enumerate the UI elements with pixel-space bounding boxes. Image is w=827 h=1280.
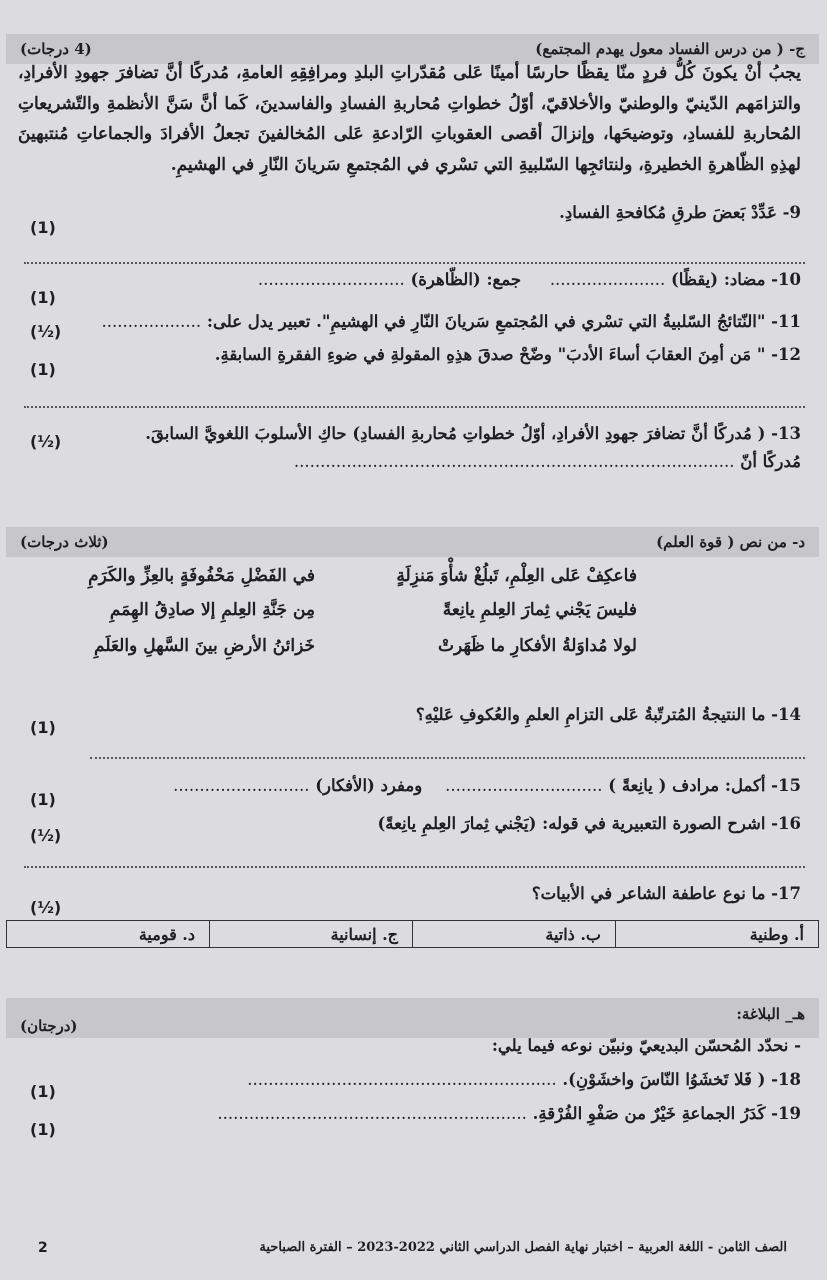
section-e-title: هـ_ البلاغة:	[736, 1005, 805, 1023]
question-10-mark: (1)	[30, 288, 56, 307]
question-15-synonym-blank[interactable]: ..............................	[445, 776, 603, 795]
section-d-grade: (ثلاث درجات)	[20, 533, 109, 551]
question-18-mark: (1)	[30, 1082, 56, 1101]
question-10-antonym-blank[interactable]: ......................	[549, 270, 666, 289]
reading-paragraph: يجبُ أنْ يكونَ كُلُّ فردٍ منّا يقظًا حارسًا أمينًا عَلى مُقدّراتِ البلدِ ومرافِقِهِ العامةِ، مُدركًا أنَّ تضافرَ جهودِ الأفرادِ، والتزامَهم الدّينيّ والوطنيّ والأخلاقيّ، أوّلُ خطواتِ مُحاربةِ الفسادِ والفاسدينَ، كَما أنَّ سَنَّ الأنظمةِ والتّشريعاتِ المُحاربةِ للفسادِ، وتوضيحَها، وإنزالَ أقصى العقوباتِ الرّادعةِ عَلى المُخالفينَ تجعلُ الأفرادَ والجماعاتِ مُنتبهينَ لهذِهِ الظّاهرةِ الخطيرةِ، ولنتائجِها السّلبيةِ التي تسْري في المُجتمعِ سَريانَ النّارِ في الهشيمِ.	[18, 63, 801, 175]
question-10	[258, 270, 801, 289]
question-11-text: 11- "النّتائجُ السّلبيةُ التي تسْري في المُجتمعِ سَريانَ النّارِ في الهشيمِ". تعبير يدل على:	[206, 312, 801, 331]
option-d[interactable]: د. قومية	[138, 924, 195, 944]
section-e-header	[6, 998, 819, 1038]
section-c-title: ج- ( من درس الفساد معول يهدم المجتمع)	[535, 40, 805, 58]
question-13-mark: (½)	[30, 432, 62, 451]
question-13-blank[interactable]: ....................................................................................	[293, 452, 735, 471]
question-18	[247, 1070, 801, 1089]
section-e-instructions: - نحدّد المُحسّن البديعيّ ونبيّن نوعه فيما يلي:	[491, 1036, 801, 1055]
question-10-plural-blank[interactable]: ............................	[257, 270, 405, 289]
question-10-antonym: 10- مضاد: (يقظًا)	[670, 270, 801, 289]
question-19-blank[interactable]: ...........................................................	[217, 1104, 527, 1123]
question-18-blank[interactable]: ...........................................................	[247, 1070, 557, 1089]
question-19-mark: (1)	[30, 1120, 56, 1139]
question-16-mark: (½)	[30, 826, 62, 845]
answer-line[interactable]	[24, 866, 805, 868]
question-14: 14- ما النتيجةُ المُترتّبةُ عَلى التزامِ العلمِ والعُكوفِ عَليْهِ؟	[415, 705, 801, 724]
verse-1-second-hemistich: في الفَضْلِ مَحْفُوفَةٍ بالعِزِّ والكَرَمِ	[88, 566, 315, 586]
question-19-text: 19- كَدَرُ الجماعةِ خَيْرٌ من صَفْوِ الفُرْقةِ.	[532, 1104, 801, 1123]
question-10-plural: جمع: (الظّاهرة)	[410, 270, 522, 289]
question-18-text: 18- ( فَلا تَخشَوُا النّاسَ واخشَوْنِ).	[562, 1070, 801, 1089]
page-footer: الصف الثامن - اللغة العربية – اختبار نهاية الفصل الدراسي الثاني 2022-2023 – الفترة الصباحية	[259, 1240, 787, 1255]
question-9-mark: (1)	[30, 218, 56, 237]
question-16: 16- اشرح الصورة التعبيرية في قوله: (يَجْني ثِمارَ العِلمِ يانِعةً)	[377, 814, 801, 833]
question-15-synonym: 15- أكمل: مرادف ( يانِعةً )	[608, 776, 801, 795]
option-c[interactable]: ج. إنسانية	[209, 921, 412, 947]
question-14-mark: (1)	[30, 718, 56, 737]
page-number: 2	[38, 1240, 48, 1256]
verse-2-first-hemistich: فليسَ يَجْني ثِمارَ العِلمِ يانِعةً	[442, 600, 637, 620]
question-13-answer	[294, 452, 801, 471]
verse-3-first-hemistich: لولا مُداوَلةُ الأفكارِ ما ظَهَرتْ	[438, 636, 637, 656]
option-a[interactable]: أ. وطنية	[615, 921, 818, 947]
question-17: 17- ما نوع عاطفة الشاعر في الأبيات؟	[531, 884, 801, 903]
section-e-grade: (درجتان)	[20, 1017, 78, 1035]
answer-line[interactable]	[24, 406, 805, 408]
section-c-grade: (4 درجات)	[20, 40, 92, 58]
question-15-singular-blank[interactable]: ..........................	[173, 776, 310, 795]
verse-1-first-hemistich: فاعكِفْ عَلى العِلْمِ، تَبلُغْ شأْوَ مَنزِلَةٍ	[396, 566, 637, 586]
question-15-singular: ومفرد (الأفكار)	[315, 776, 423, 795]
question-15-mark: (1)	[30, 790, 56, 809]
question-11-blank[interactable]: ...................	[101, 312, 202, 331]
question-9: 9- عَدِّدْ بَعضَ طرقِ مُكافحةِ الفسادِ.	[559, 203, 801, 222]
answer-line[interactable]	[24, 262, 805, 264]
question-17-options	[6, 920, 819, 948]
section-d-header	[6, 527, 819, 557]
question-15	[173, 776, 801, 795]
verse-3-second-hemistich: خَزائنُ الأرضِ بينَ السَّهلِ والعَلَمِ	[94, 636, 315, 656]
question-19	[217, 1104, 801, 1123]
question-13: 13- ( مُدركًا أنَّ تضافرَ جهودِ الأفرادِ، أوّلُ خطواتِ مُحاربةِ الفسادِ) حاكِ الأسلوبَ اللغويَّ السابقَ.	[145, 424, 801, 443]
question-11-mark: (½)	[30, 322, 62, 341]
option-b[interactable]: ب. ذاتية	[412, 921, 615, 947]
question-17-mark: (½)	[30, 898, 62, 917]
question-13-continuation: مُدركًا أنّ	[740, 452, 801, 471]
question-12: 12- " مَن أمِنَ العقابَ أساءَ الأدبَ" وضّحْ صدقَ هذِهِ المقولةِ في ضوءِ الفقرةِ السابقةِ.	[214, 345, 801, 364]
answer-line[interactable]	[90, 757, 805, 759]
question-11	[102, 312, 802, 331]
section-d-title: د- من نص ( قوة العلم)	[656, 533, 805, 551]
question-12-mark: (1)	[30, 360, 56, 379]
verse-2-second-hemistich: مِن جَنَّةِ العِلمِ إلا صادِقُ الهِمَمِ	[109, 600, 315, 620]
